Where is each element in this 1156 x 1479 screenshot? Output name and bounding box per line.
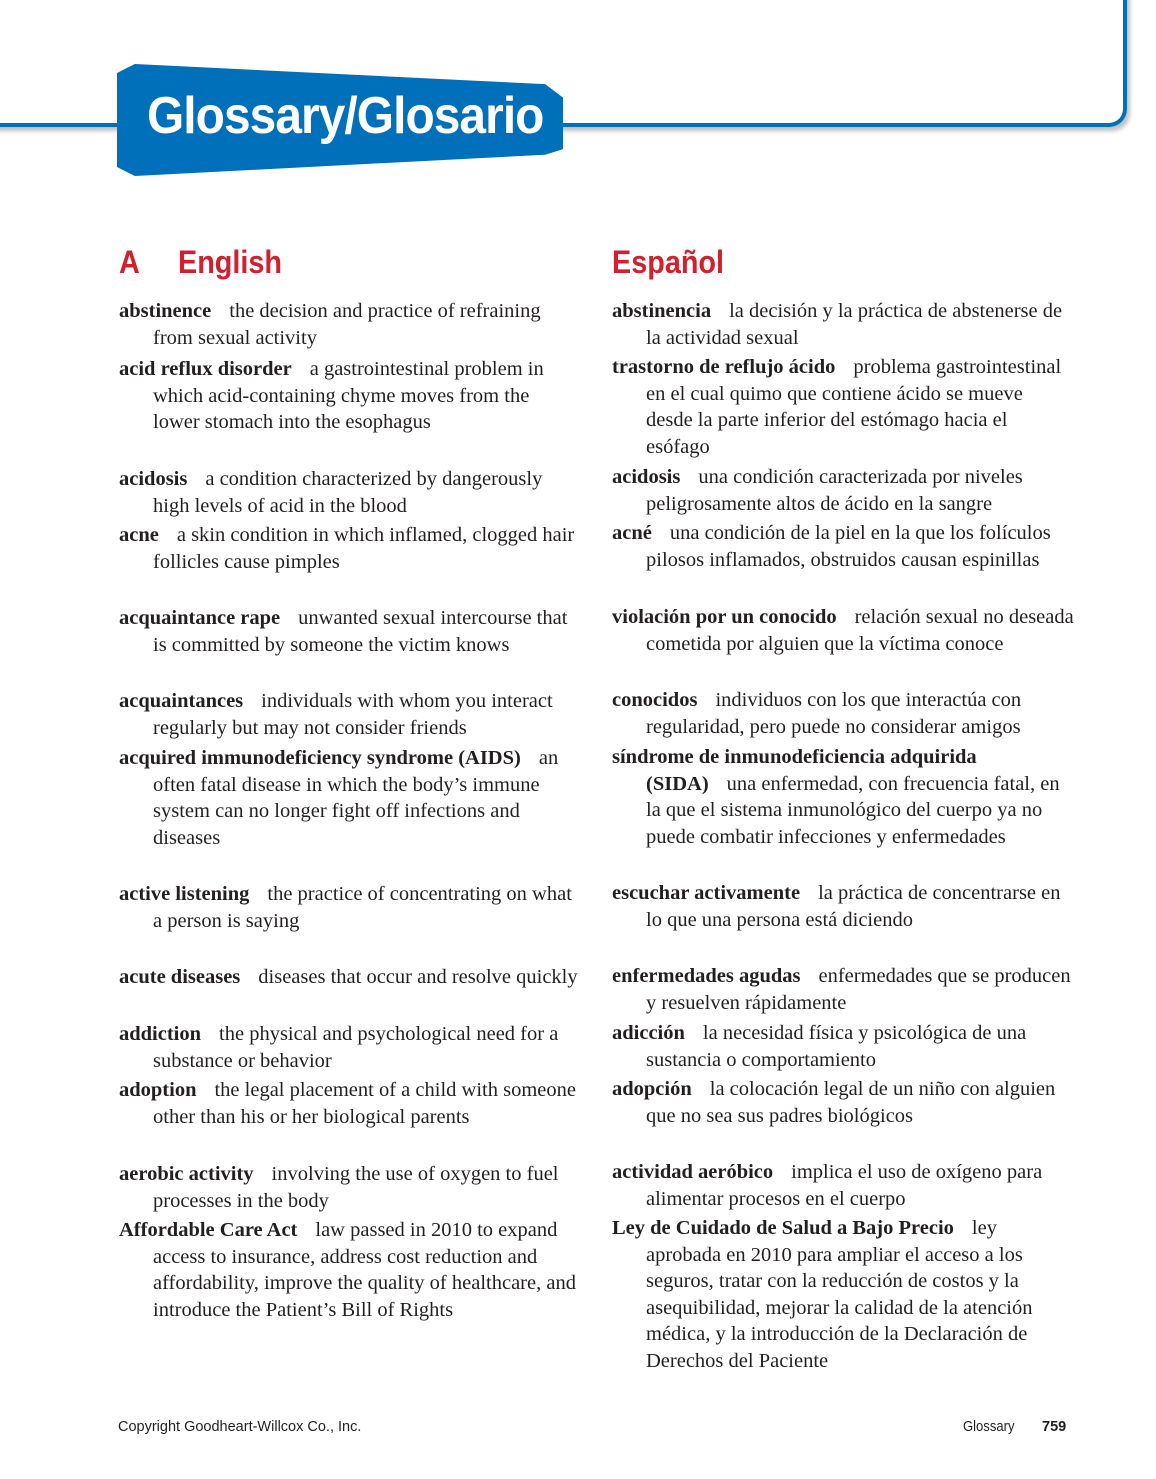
glossary-entry	[612, 1159, 1074, 1212]
glossary-term: aerobic activity	[119, 1163, 254, 1185]
glossary-definition: law passed in 2010 to expand access to insurance, address cost reduction and affordability, improve the quality of healthcare, and introduce the Patient’s Bill of Rights	[153, 1219, 576, 1321]
glossary-entry	[119, 356, 581, 436]
glossary-term: acidosis	[119, 468, 188, 490]
glossary-term: abstinencia	[612, 300, 712, 322]
glossary-entry	[612, 963, 1074, 1016]
glossary-entry	[119, 298, 581, 351]
glossary-entry	[119, 1077, 581, 1130]
glossary-entry	[612, 744, 1074, 850]
glossary-term: acne	[119, 524, 159, 546]
glossary-entry	[612, 604, 1074, 657]
glossary-term: síndrome de inmunodeficiencia adquirida (SIDA)	[612, 746, 977, 795]
glossary-entry	[612, 520, 1074, 573]
glossary-term: enfermedades agudas	[612, 965, 801, 987]
glossary-definition: la práctica de concentrarse en lo que una persona está diciendo	[646, 882, 1061, 931]
glossary-definition: la colocación legal de un niño con alguien que no sea sus padres biológicos	[646, 1078, 1056, 1127]
glossary-entry	[612, 880, 1074, 933]
glossary-definition: una enfermedad, con frecuencia fatal, en la que el sistema inmunológico del cuerpo ya no puede combatir infecciones y enfermedades	[646, 772, 1060, 848]
glossary-term: acquaintance rape	[119, 607, 281, 629]
glossary-term: actividad aeróbico	[612, 1161, 774, 1183]
glossary-definition: a skin condition in which inflamed, clogged hair follicles cause pimples	[153, 524, 575, 573]
glossary-term: adicción	[612, 1022, 685, 1044]
footer-section: Glossary	[963, 1419, 1015, 1435]
glossary-definition: problema gastrointestinal en el cual quimo que contiene ácido se mueve desde la parte inferior del estómago hacia el esófago	[646, 356, 1062, 458]
glossary-term: addiction	[119, 1023, 202, 1045]
glossary-term: escuchar activamente	[612, 882, 801, 904]
glossary-definition: implica el uso de oxígeno para alimentar procesos en el cuerpo	[646, 1161, 1043, 1210]
glossary-definition: an often fatal disease in which the body’s immune system can no longer fight off infections and diseases	[153, 747, 559, 849]
glossary-definition: una condición de la piel en la que los folículos pilosos inflamados, obstruidos causan espinillas	[646, 522, 1051, 571]
glossary-entry	[612, 1020, 1074, 1073]
glossary-definition: una condición caracterizada por niveles peligrosamente altos de ácido en la sangre	[646, 466, 1023, 515]
glossary-definition: ley aprobada en 2010 para ampliar el acceso a los seguros, tratar con la reducción de costos y la asequibilidad, mejorar la calidad de la atención médica, y la introducción de la Declaración de Derechos del Paciente	[646, 1217, 1033, 1372]
glossary-entry	[119, 745, 581, 851]
glossary-entry	[119, 466, 581, 519]
glossary-term: trastorno de reflujo ácido	[612, 356, 836, 378]
glossary-definition: relación sexual no deseada cometida por alguien que la víctima conoce	[646, 606, 1074, 655]
glossary-term: adoption	[119, 1079, 197, 1101]
glossary-entry	[119, 881, 581, 934]
glossary-term: acquaintances	[119, 690, 244, 712]
page-title: Glossary/Glosario	[147, 87, 544, 145]
glossary-definition: individuos con los que interactúa con regularidad, pero puede no considerar amigos	[646, 689, 1022, 738]
section-letter: A	[119, 244, 140, 280]
glossary-definition: a gastrointestinal problem in which acid-containing chyme moves from the lower stomach into the esophagus	[153, 358, 544, 433]
glossary-entry	[119, 1021, 581, 1074]
spanish-heading: Español	[612, 244, 725, 280]
glossary-definition: diseases that occur and resolve quickly	[258, 966, 578, 988]
glossary-term: abstinence	[119, 300, 212, 322]
glossary-entry	[119, 605, 581, 658]
glossary-definition: a condition characterized by dangerously high levels of acid in the blood	[153, 468, 543, 517]
glossary-term: violación por un conocido	[612, 606, 837, 628]
glossary-definition: the decision and practice of refraining from sexual activity	[153, 300, 541, 349]
copyright: Copyright Goodheart-Willcox Co., Inc.	[118, 1419, 362, 1435]
page-number: 759	[1042, 1419, 1067, 1435]
glossary-term: acidosis	[612, 466, 681, 488]
glossary-term: acquired immunodeficiency syndrome (AIDS)	[119, 747, 521, 769]
english-heading: English	[178, 244, 283, 280]
glossary-definition: the practice of concentrating on what a person is saying	[153, 883, 572, 932]
glossary-definition: the physical and psychological need for a substance or behavior	[153, 1023, 559, 1072]
glossary-term: Affordable Care Act	[119, 1219, 298, 1241]
glossary-entry	[612, 464, 1074, 517]
glossary-definition: individuals with whom you interact regularly but may not consider friends	[153, 690, 553, 739]
glossary-entry	[119, 1161, 581, 1214]
glossary-entry	[119, 522, 581, 575]
glossary-entry	[612, 298, 1074, 351]
glossary-entry	[119, 964, 581, 991]
glossary-entry	[612, 1076, 1074, 1129]
glossary-term: active listening	[119, 883, 250, 905]
glossary-term: acid reflux disorder	[119, 358, 292, 380]
glossary-definition: la necesidad física y psicológica de una sustancia o comportamiento	[646, 1022, 1027, 1071]
glossary-entry	[119, 1217, 581, 1323]
glossary-definition: la decisión y la práctica de abstenerse de la actividad sexual	[646, 300, 1063, 349]
glossary-term: acné	[612, 522, 652, 544]
glossary-entry	[612, 1215, 1074, 1374]
glossary-term: adopción	[612, 1078, 692, 1100]
glossary-term: Ley de Cuidado de Salud a Bajo Precio	[612, 1217, 954, 1239]
glossary-term: acute diseases	[119, 966, 241, 988]
glossary-term: conocidos	[612, 689, 698, 711]
glossary-entry	[612, 354, 1074, 460]
glossary-entry	[119, 688, 581, 741]
glossary-entry	[612, 687, 1074, 740]
glossary-definition: the legal placement of a child with someone other than his or her biological parents	[153, 1079, 576, 1128]
glossary-definition: enfermedades que se producen y resuelven rápidamente	[646, 965, 1071, 1014]
glossary-definition: involving the use of oxygen to fuel processes in the body	[153, 1163, 559, 1212]
glossary-definition: unwanted sexual intercourse that is committed by someone the victim knows	[153, 607, 568, 656]
